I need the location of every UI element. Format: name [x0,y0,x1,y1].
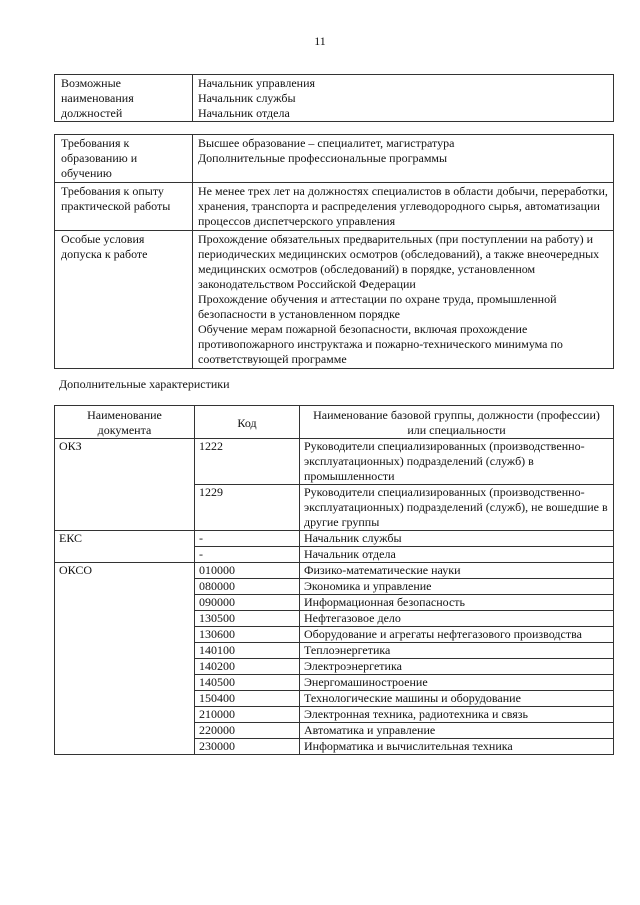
table-row [55,531,614,547]
name-cell: Начальник службы [300,531,614,547]
requirement-text: Не менее трех лет на должностях специалистов в области добычи, переработки, хранения, транспорта и распределения углеводородного сырья, автоматизации процессов диспетчерского управления [193,183,614,231]
doc-eks: ЕКС [55,531,195,563]
name-cell: Оборудование и агрегаты нефтегазового производства [300,627,614,643]
positions-table [54,74,614,122]
name-cell: Начальник отдела [300,547,614,563]
position-title: Начальник управления [198,76,316,90]
requirements-table [54,134,614,369]
requirement-text: Высшее образование – специалитет, магистратура Дополнительные профессиональные программы [193,135,614,183]
doc-okz: ОКЗ [55,439,195,531]
table-row [55,231,614,369]
position-title: Начальник службы [198,91,296,105]
requirement-label: Требования к опыту практической работы [55,183,193,231]
code-cell: 140200 [195,659,300,675]
header-code: Код [195,406,300,439]
code-cell: 150400 [195,691,300,707]
code-cell: 220000 [195,723,300,739]
name-cell: Электроэнергетика [300,659,614,675]
code-cell: 080000 [195,579,300,595]
code-cell: 210000 [195,707,300,723]
table-row [55,75,614,122]
code-cell: 1229 [195,485,300,531]
name-cell: Технологические машины и оборудование [300,691,614,707]
name-cell: Руководители специализированных (производственно-эксплуатационных) подразделений (служб) в промышленности [300,439,614,485]
code-cell: 230000 [195,739,300,755]
name-cell: Энергомашиностроение [300,675,614,691]
name-cell: Руководители специализированных (производственно-эксплуатационных) подразделений (служб), не вошедшие в другие группы [300,485,614,531]
name-cell: Нефтегазовое дело [300,611,614,627]
positions-values [193,75,614,122]
code-cell: 140100 [195,643,300,659]
code-cell: 090000 [195,595,300,611]
code-cell: - [195,531,300,547]
doc-okso: ОКСО [55,563,195,755]
section-title: Дополнительные характеристики [59,377,230,391]
name-cell: Теплоэнергетика [300,643,614,659]
name-cell: Экономика и управление [300,579,614,595]
code-cell: 130600 [195,627,300,643]
table-row [55,135,614,183]
code-cell: 1222 [195,439,300,485]
position-title: Начальник отдела [198,106,290,120]
table-header-row [55,406,614,439]
name-cell: Электронная техника, радиотехника и связь [300,707,614,723]
page-number: 11 [314,34,326,48]
name-cell: Информатика и вычислительная техника [300,739,614,755]
header-name: Наименование базовой группы, должности (профессии) или специальности [300,406,614,439]
additional-characteristics-table [54,405,614,755]
code-cell: 140500 [195,675,300,691]
header-document: Наименование документа [55,406,195,439]
positions-label: Возможные наименования должностей [55,75,193,122]
code-cell: 130500 [195,611,300,627]
table-row [55,439,614,485]
code-cell: 010000 [195,563,300,579]
requirement-label: Требования к образованию и обучению [55,135,193,183]
name-cell: Информационная безопасность [300,595,614,611]
requirement-label: Особые условия допуска к работе [55,231,193,369]
requirement-text: Прохождение обязательных предварительных (при поступлении на работу) и периодических медицинских осмотров (обследований), а также внеочередных медицинских осмотров (обследований) в порядке, установленном законодательством Российской Федерации Прохождение обучения и аттестации по охране труда, промышленной безопасности в установленном порядке Обучение мерам пожарной безопасности, включая прохождение противопожарного инструктажа и пожарно-технического минимума по соответствующей программе [193,231,614,369]
table-row [55,183,614,231]
name-cell: Автоматика и управление [300,723,614,739]
name-cell: Физико-математические науки [300,563,614,579]
code-cell: - [195,547,300,563]
table-row [55,563,614,579]
